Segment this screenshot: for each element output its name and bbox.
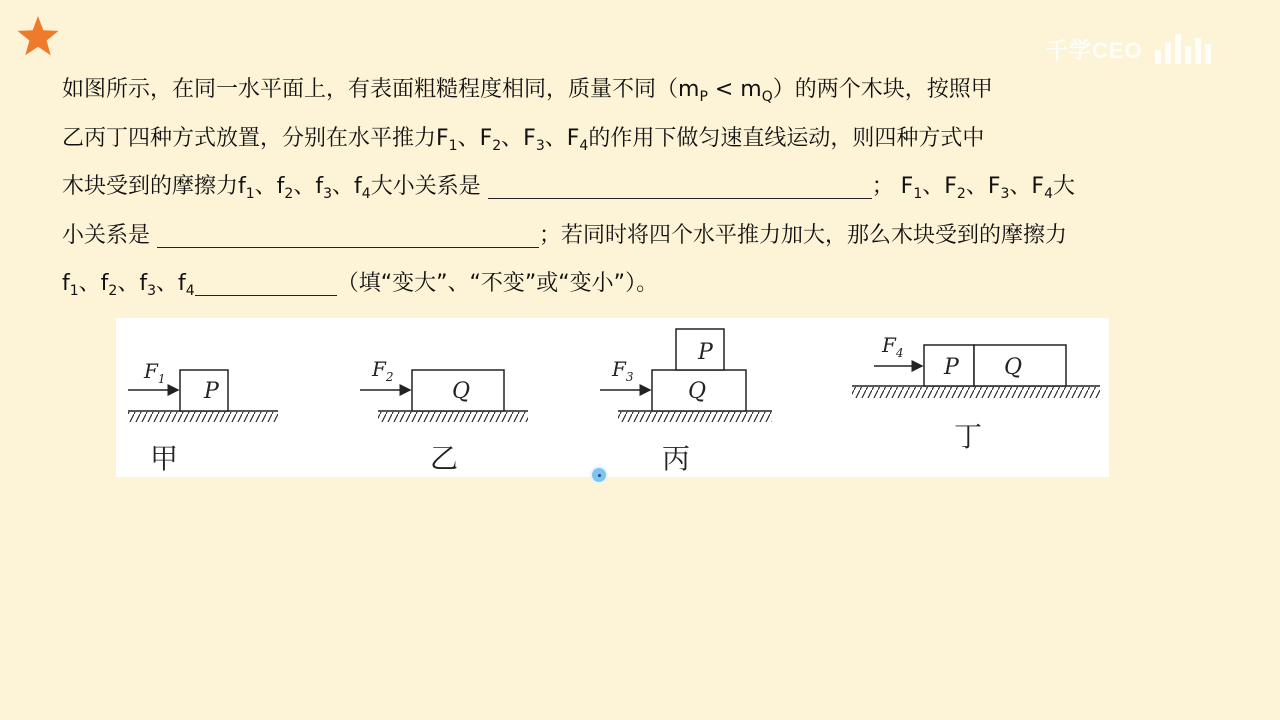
answer-blank [195,267,337,296]
subscript: 4 [361,186,371,202]
subscript: 1 [448,137,458,154]
text-run: 、f [78,271,109,296]
block-p-label: P [698,340,713,365]
text-run: 、f [117,271,148,296]
subscript: P [699,89,708,105]
question-line [62,66,1222,115]
block-q-label: Q [1004,355,1023,380]
text-run: 、F [457,125,493,151]
ground-hatch [852,387,1100,398]
subscript: 2 [284,186,294,202]
question-line [62,163,1222,212]
text-run: 大 [1053,174,1076,199]
subscript: 2 [492,137,502,154]
panel-ding [852,333,1100,453]
block-p-label: P [204,379,219,404]
subscript: 3 [535,137,545,154]
force-label: $F_4$ [882,333,904,360]
text-run: 、f [156,271,186,296]
text-run: 大小关系是 [370,174,488,199]
text-run: 木块受到的摩擦力f [62,174,246,199]
watermark-logo [1046,32,1258,66]
subscript: 2 [956,186,966,202]
panel-caption: 丁 [954,420,983,453]
subscript: 1 [913,186,923,202]
subscript: 1 [245,186,255,202]
text-run: （填“变大”、“不变”或“变小”）。 [336,271,659,296]
panel-caption: 丙 [662,442,691,475]
text-run: ）的两个木块，按照甲 [772,77,993,102]
subscript: 4 [185,283,195,299]
force-label: $F_1$ [144,359,166,386]
answer-blank [488,170,872,199]
subscript: 3 [323,186,333,202]
text-run: 、F [544,125,580,151]
panel-caption: 乙 [430,442,459,475]
block-q-label: Q [452,379,471,404]
text-run: 、F [501,125,536,151]
watermark-bars [1155,34,1211,64]
ground-hatch [378,412,528,422]
ground-hatch [618,412,772,422]
text-run: 小关系是 [62,222,157,248]
watermark-text: 千学CEO [1046,37,1143,63]
subscript: Q [761,89,773,105]
text-run: 如图所示，在同一水平面上，有表面粗糙程度相同，质量不同（m [62,77,700,102]
panel-jia [128,359,278,475]
subscript: 2 [108,283,118,299]
force-label: $F_2$ [372,357,394,384]
subscript: 3 [1000,186,1010,202]
subscript: 4 [1044,186,1053,202]
text-run: 、F [1009,174,1045,199]
physics-figure [116,318,1109,477]
question-line [62,260,1222,309]
question-line [62,212,1222,261]
panel-caption: 甲 [150,442,179,475]
block-p-label: P [944,355,959,380]
text-run: 乙丙丁四种方式放置，分别在水平推力F [62,125,449,151]
text-run: 的作用下做匀速直线运动，则四种方式中 [588,125,985,151]
subscript: 4 [579,137,589,154]
subscript: 1 [69,283,79,299]
block-q-label: Q [688,379,707,404]
text-run: ； F [871,174,914,199]
text-run: 、f [332,174,362,199]
text-run: 、f [254,174,285,199]
answer-blank [157,219,539,248]
ground-hatch [128,412,278,422]
text-run: 、F [922,174,957,199]
text-run: 、f [293,174,324,199]
panel-bing [600,329,772,475]
star-icon [16,14,60,58]
text-run: ；若同时将四个水平推力加大，那么木块受到的摩擦力 [539,222,1068,248]
panel-yi [360,357,528,475]
force-label: $F_3$ [612,357,634,384]
text-run: 、F [965,174,1001,199]
text-run: f [62,271,70,296]
question-line [62,115,1222,164]
text-run: < m [707,77,762,102]
subscript: 3 [147,283,157,299]
question-text [62,66,1222,309]
figure-canvas [116,318,1109,477]
pointer-cursor [590,466,608,484]
